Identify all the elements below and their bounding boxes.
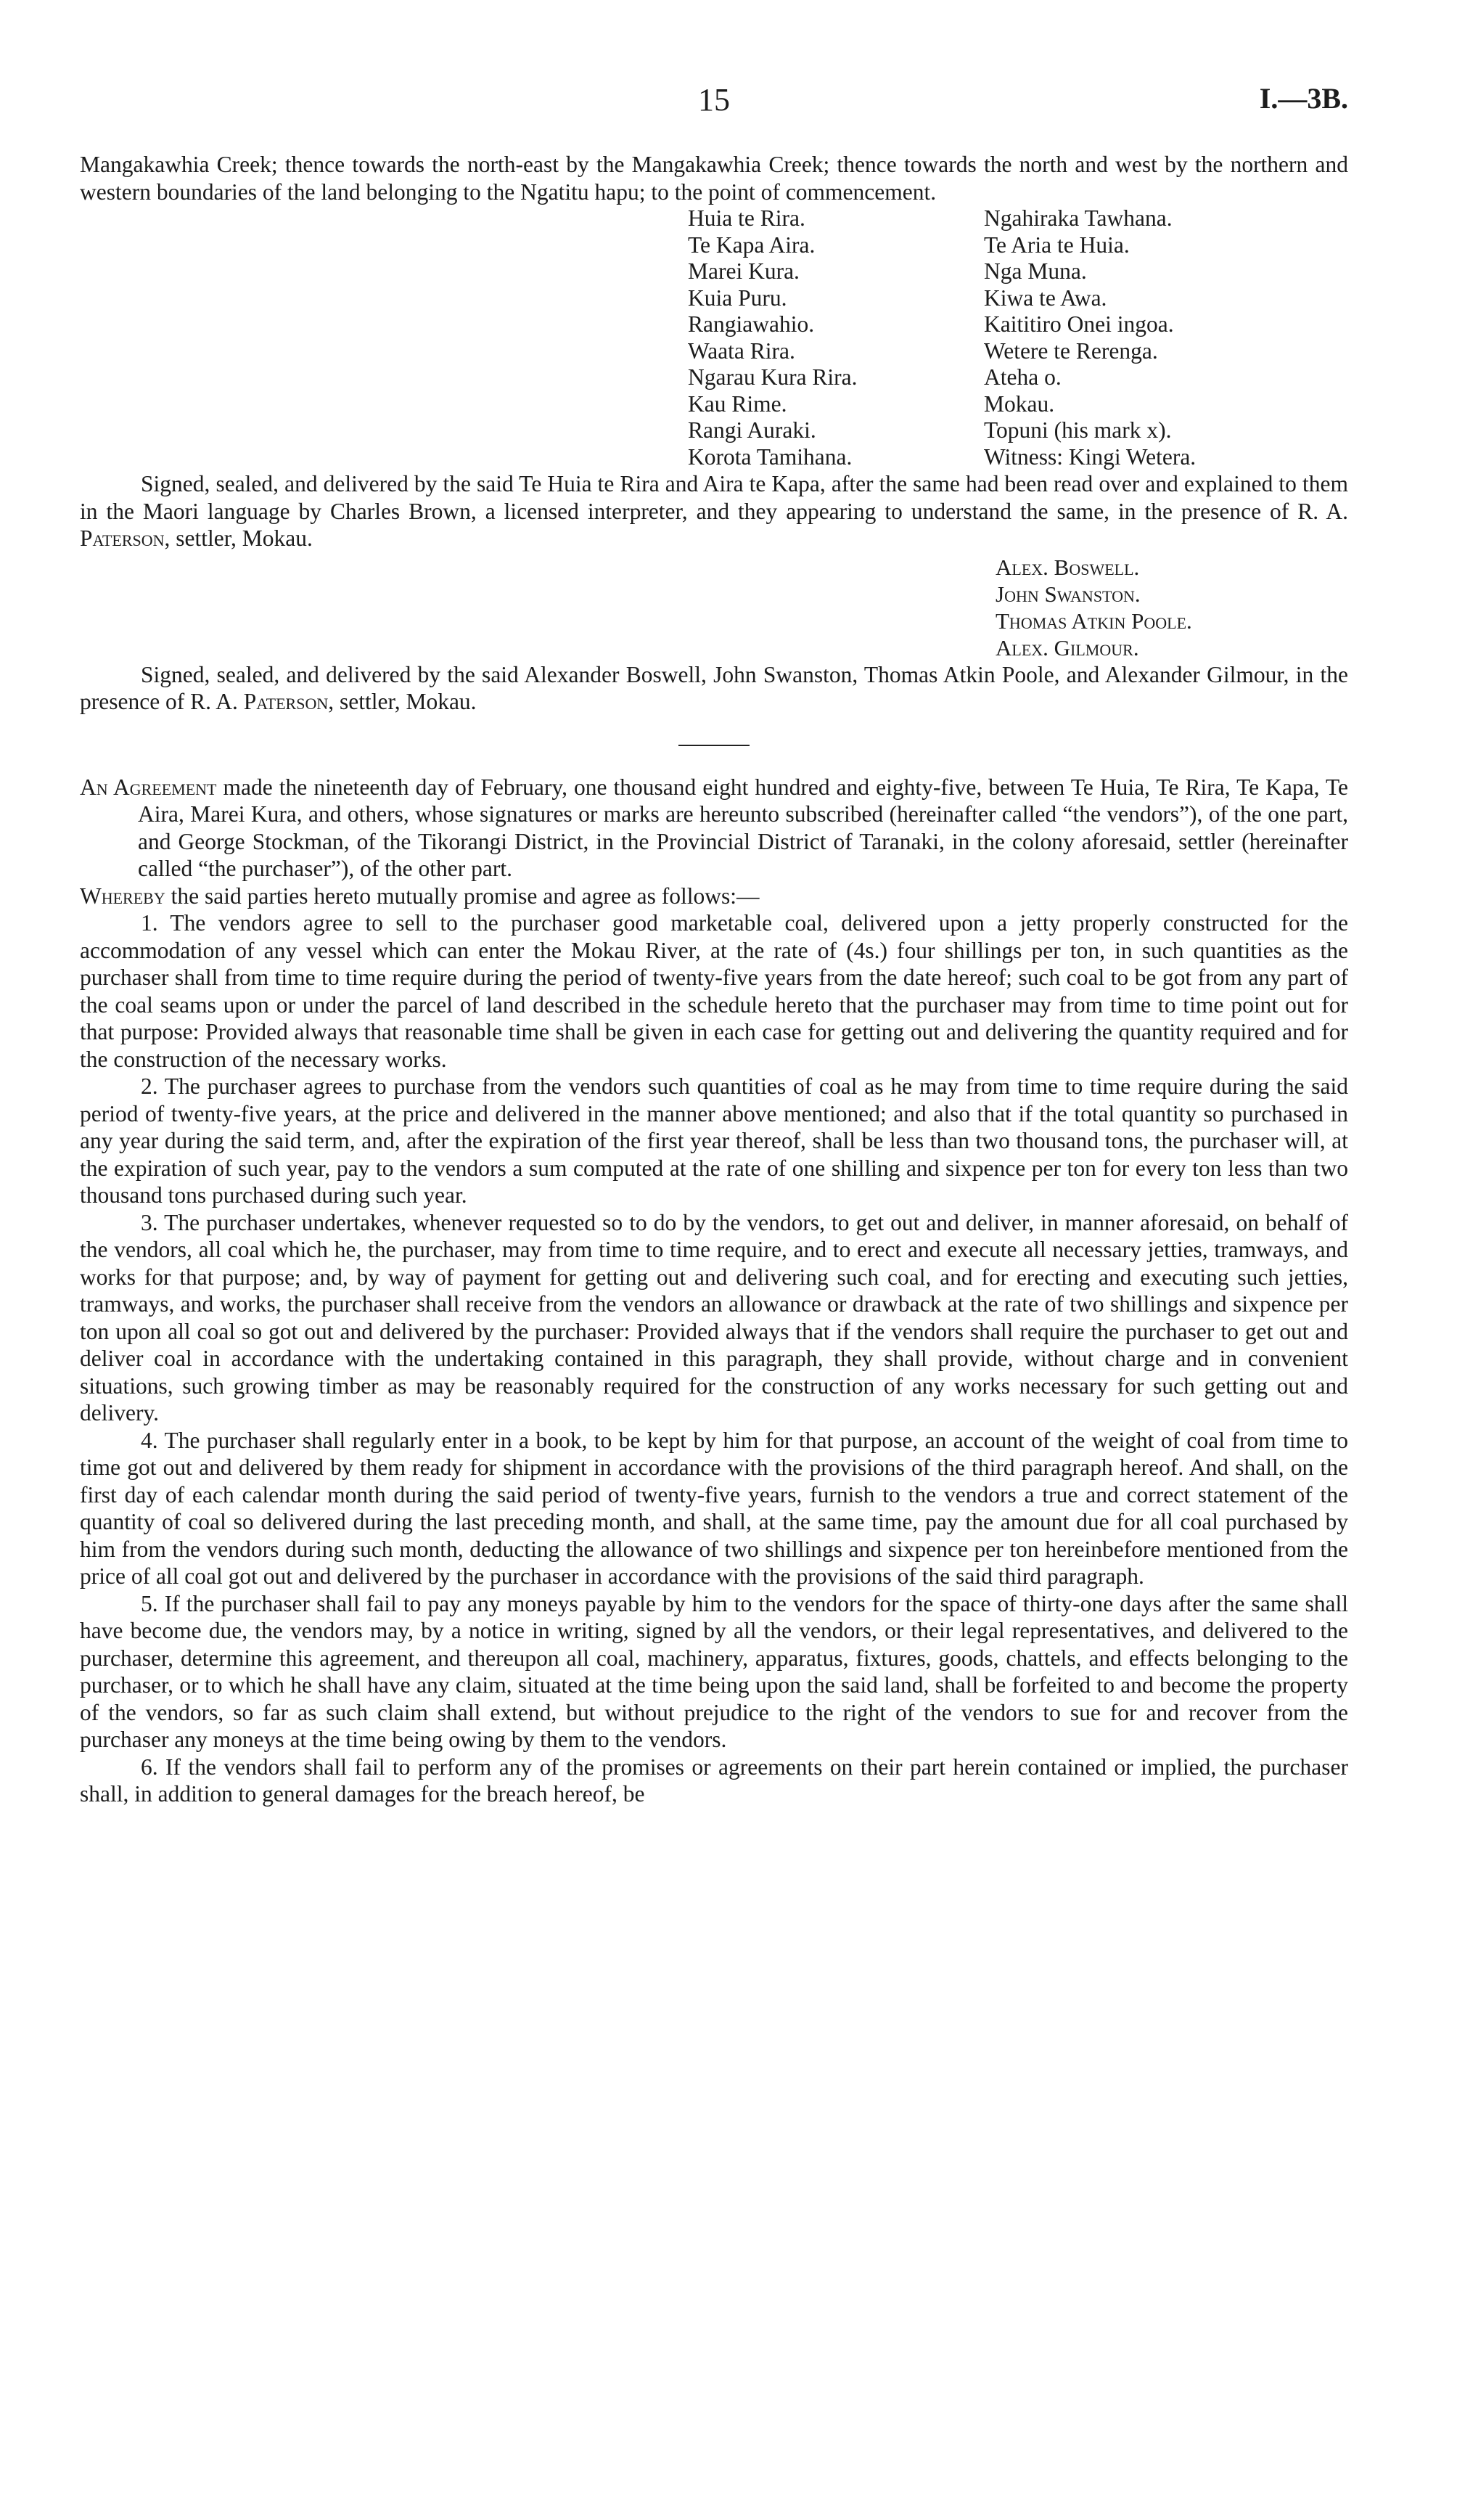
- witness-name: R. A. Paterson: [80, 498, 1348, 551]
- sealed-statement-2-text: Signed, sealed, and delivered by the said Alexander Boswell, John Swanston, Thomas Atkin Poole, and Alexander Gilmour, in the presence of: [80, 661, 1348, 714]
- signatory-left: Kau Rime.: [688, 390, 787, 417]
- whereby-line: [80, 883, 1348, 910]
- whereby-lead: Whereby: [80, 883, 165, 909]
- purchaser-signatory: John Swanston.: [996, 581, 1141, 607]
- clause-1: 1. The vendors agree to sell to the purchaser good marketable coal, delivered upon a jetty properly constructed for the accommodation of any vessel which can enter the Mokau River, at the rate of (4s.) four shillings per ton, in such quantities as the purchaser shall from time to time require during the period of twenty-five years from the date hereof; such coal to be got from any part of the coal seams upon or under the parcel of land described in the schedule hereto that the purchaser may from time to time point out for that purpose: Provided always that reasonable time shall be given in each case for getting out and delivering the quantity required and for the construction of the necessary works.: [80, 910, 1348, 1072]
- signatory-left: Rangiawahio.: [688, 311, 815, 337]
- signatory-right: Mokau.: [984, 390, 1055, 417]
- sealed-statement-1-end: , settler, Mokau.: [164, 525, 313, 551]
- signatory-right: Ateha o.: [984, 364, 1062, 390]
- witness-name: R. A. Paterson: [190, 689, 329, 714]
- purchaser-signatory: Alex. Boswell.: [996, 554, 1140, 580]
- purchaser-signatory: Thomas Atkin Poole.: [996, 608, 1192, 634]
- page-number: 15: [698, 82, 730, 118]
- clause-5: 5. If the purchaser shall fail to pay any moneys payable by him to the vendors for the space of thirty-one days after the same shall have become due, the vendors may, by a notice in writing, signed by all the vendors, or their legal representatives, and delivered to the purchaser, determine this agreement, and thereupon all coal, machinery, apparatus, fixtures, goods, chattels, and effects belonging to the purchaser, or to which he shall have any claim, situated at the time being upon the said land, shall be forfeited to and become the property of the vendors, so far as such claim shall extend, but without prejudice to the right of the vendors to sue for and recover from the purchaser any moneys at the time being owing by them to the vendors.: [80, 1590, 1348, 1752]
- whereby-text: the said parties hereto mutually promise and agree as follows:—: [171, 883, 760, 909]
- signatory-right: Te Aria te Huia.: [984, 232, 1130, 258]
- signatory-right: Ngahiraka Tawhana.: [984, 205, 1173, 231]
- agreement-lead: An Agreement: [80, 774, 217, 800]
- document-reference: I.—3B.: [1259, 82, 1348, 115]
- sealed-statement-1: [80, 470, 1348, 552]
- signatory-right: Nga Muna.: [984, 258, 1087, 284]
- clause-4: 4. The purchaser shall regularly enter in a book, to be kept by him for that purpose, an account of the weight of coal from time to time got out and delivered by them ready for shipment in accordance with the provisions of the third paragraph hereof. And shall, on the first day of each calendar month during the said period of twenty-five years, furnish to the vendors a true and correct statement of the quantity of coal so delivered during the last preceding month, and shall, at the same time, pay the amount due for all coal purchased by him from the vendors during such month, deducting the allowance of two shillings and sixpence per ton hereinbefore mentioned from the price of all coal got out and delivered by the purchaser in accordance with the provisions of the said third paragraph.: [80, 1427, 1348, 1589]
- clause-2: 2. The purchaser agrees to purchase from the vendors such quantities of coal as he may from time to time require during the said period of twenty-five years, at the price and delivered in the manner above mentioned; and also that if the total quantity so purchased in any year during the said term, and, after the expiration of the first year thereof, shall be less than two thousand tons, the purchaser will, at the expiration of such year, pay to the vendors a sum computed at the rate of one shilling and sixpence per ton for every ton less than two thousand tons purchased during such year.: [80, 1073, 1348, 1208]
- clause-3: 3. The purchaser undertakes, whenever requested so to do by the vendors, to get out and deliver, in manner aforesaid, on behalf of the vendors, all coal which he, the purchaser, may from time to time require, and to erect and execute all necessary jetties, tramways, and works for that purpose; and, by way of payment for getting out and delivering such coal, and for erecting and executing such jetties, tramways, and works, the purchaser shall receive from the vendors an allowance or drawback at the rate of two shillings and sixpence per ton upon all coal so got out and delivered by the purchaser: Provided always that if the vendors shall require the purchaser to get out and deliver coal in accordance with the undertaking contained in this paragraph, they shall provide, without charge and in convenient situations, such growing timber as may be reasonably required for the construction of any works necessary for such getting out and delivery.: [80, 1209, 1348, 1425]
- signatory-left: Korota Tamihana.: [688, 443, 853, 470]
- purchaser-signatory: Alex. Gilmour.: [996, 634, 1139, 660]
- document-body: [80, 151, 1348, 1808]
- section-divider: [678, 745, 750, 746]
- clause-6: 6. If the vendors shall fail to perform any of the promises or agreements on their part herein contained or implied, the purchaser shall, in addition to general damages for the breach hereof, be: [80, 1754, 1348, 1807]
- maori-signatories: [688, 205, 1348, 470]
- page-header: [80, 81, 1348, 125]
- signatory-right: Wetere te Rerenga.: [984, 338, 1158, 364]
- agreement-text: made the nineteenth day of February, one thousand eight hundred and eighty-five, between Te Huia, Te Rira, Te Kapa, Te Aira, Marei Kura, and others, whose signatures or marks are hereunto subscribed (hereinafter called “the vendors”), of the one part, and George Stockman, of the Tikorangi District, in the Provincial District of Taranaki, in the colony aforesaid, settler (hereinafter called “the purchaser”), of the other part.: [138, 774, 1348, 881]
- signatory-left: Te Kapa Aira.: [688, 232, 816, 258]
- signatory-right: Topuni (his mark x).: [984, 417, 1172, 443]
- sealed-statement-1-text: Signed, sealed, and delivered by the said Te Huia te Rira and Aira te Kapa, after the same had been read over and explained to them in the Maori language by Charles Brown, a licensed interpreter, and they appearing to understand the same, in the presence of: [80, 471, 1348, 524]
- signatory-left: Ngarau Kura Rira.: [688, 364, 858, 390]
- signatory-right: Kaititiro Onei ingoa.: [984, 311, 1174, 337]
- signatory-left: Huia te Rira.: [688, 205, 805, 231]
- signatory-left: Rangi Auraki.: [688, 417, 816, 443]
- signatory-left: Marei Kura.: [688, 258, 800, 284]
- signatory-left: Waata Rira.: [688, 338, 795, 364]
- agreement-preamble: [80, 774, 1348, 883]
- signatory-right: Kiwa te Awa.: [984, 285, 1107, 311]
- signatory-left: Kuia Puru.: [688, 285, 787, 311]
- purchaser-signatories: [996, 554, 1348, 661]
- sealed-statement-2-end: , settler, Mokau.: [328, 689, 477, 714]
- sealed-statement-2: [80, 661, 1348, 716]
- signatory-right: Witness: Kingi Wetera.: [984, 443, 1197, 470]
- intro-paragraph: Mangakawhia Creek; thence towards the north-east by the Mangakawhia Creek; thence towards the north and west by the northern and western boundaries of the land belonging to the Ngatitu hapu; to the point of commencement.: [80, 152, 1348, 205]
